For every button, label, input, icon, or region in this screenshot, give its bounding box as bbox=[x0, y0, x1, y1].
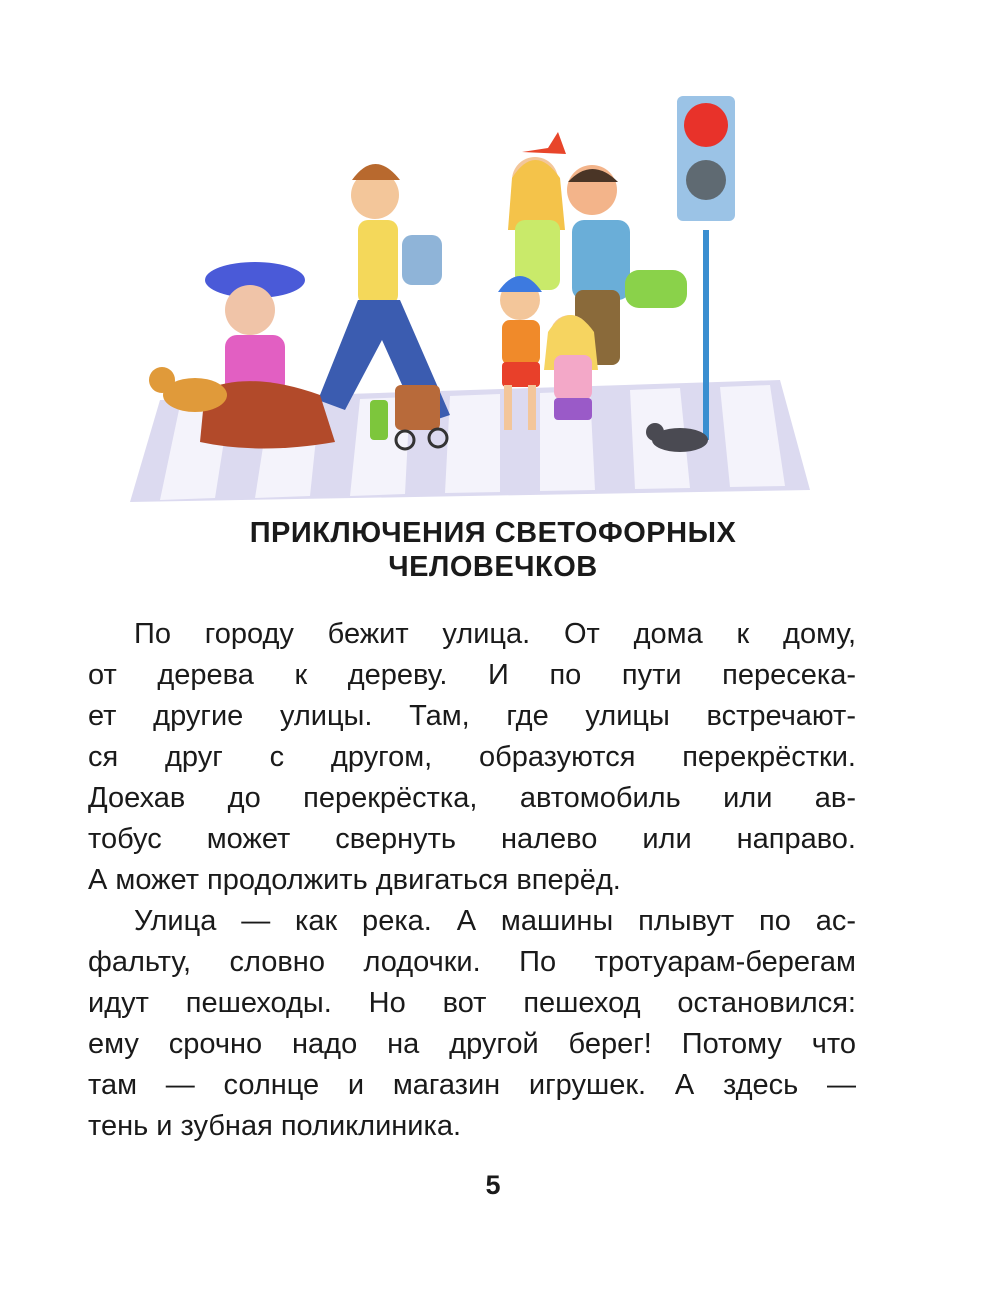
text-line: ет другие улицы. Там, где улицы встречают- bbox=[88, 700, 856, 732]
text-line: ся друг с другом, образуются перекрёстки. bbox=[88, 741, 856, 773]
chapter-title-line-2: ЧЕЛОВЕЧКОВ bbox=[388, 551, 598, 583]
green-light-off-icon bbox=[686, 160, 726, 200]
body-text bbox=[88, 614, 856, 1147]
paragraph-1 bbox=[88, 614, 856, 901]
text-line: от дерева к дереву. И по пути пересека- bbox=[88, 659, 856, 691]
text-line: идут пешеходы. Но вот пешеход остановился: bbox=[88, 987, 856, 1019]
red-light-icon bbox=[684, 103, 728, 147]
text-line: По городу бежит улица. От дома к дому, bbox=[134, 618, 856, 650]
text-line: Улица — как река. А машины плывут по ас- bbox=[134, 905, 856, 937]
text-line: Доехав до перекрёстка, автомобиль или ав- bbox=[88, 782, 856, 814]
page-number: 5 bbox=[485, 1170, 501, 1200]
grandma-figure bbox=[200, 262, 335, 449]
chapter-title-line-1: ПРИКЛЮЧЕНИЯ СВЕТОФОРНЫХ bbox=[249, 517, 737, 549]
text-line: А может продолжить двигаться вперёд. bbox=[88, 864, 621, 896]
text-line: ему срочно надо на другой берег! Потому что bbox=[88, 1028, 856, 1060]
text-line: тобус может свернуть налево или направо. bbox=[88, 823, 856, 855]
text-line: тень и зубная поликлиника. bbox=[88, 1110, 462, 1142]
woman-figure bbox=[508, 132, 566, 290]
paragraph-2 bbox=[88, 901, 856, 1147]
crosswalk-illustration bbox=[120, 70, 810, 510]
chapter-title bbox=[0, 516, 986, 584]
text-line: фальту, словно лодочки. По тротуарам-берегам bbox=[88, 946, 856, 978]
text-line: там — солнце и магазин игрушек. А здесь — bbox=[88, 1069, 856, 1101]
